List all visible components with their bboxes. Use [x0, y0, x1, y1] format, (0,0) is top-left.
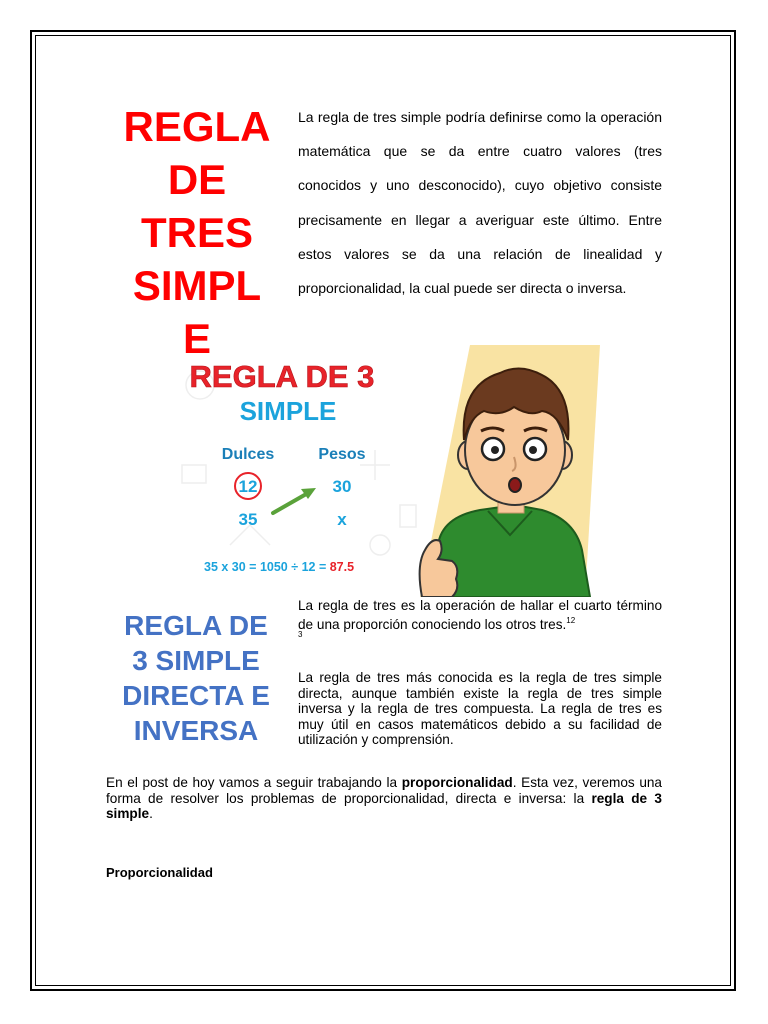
footnote-ref-2: 3	[298, 630, 303, 639]
definition-paragraph	[298, 598, 662, 632]
post-bold-1: proporcionalidad	[401, 775, 513, 790]
section-heading: Proporcionalidad	[106, 865, 213, 880]
left-pupil	[491, 446, 499, 454]
subtitle-line: 3 SIMPLE	[132, 645, 260, 676]
main-title-line: TRES	[140, 209, 253, 256]
value-12: 12	[238, 477, 258, 496]
subtitle	[110, 608, 282, 748]
main-title-line: E	[182, 315, 211, 362]
main-title	[112, 100, 282, 365]
footnote-ref: 12	[566, 616, 576, 625]
illustration-svg	[170, 345, 600, 597]
pesos-label: Pesos	[318, 446, 366, 463]
subtitle-line: REGLA DE	[124, 610, 268, 641]
illustration-subtitle: SIMPLE	[239, 396, 337, 426]
post-text-3: .	[149, 806, 153, 821]
equation	[204, 560, 354, 574]
mouth	[509, 478, 521, 492]
main-title-line: DE	[167, 156, 227, 203]
intro-paragraph: La regla de tres simple podría definirse como la operación matemática que se da entre cuatro valores (tres conocidos y uno desconocido), cuyo objetivo consiste precisamente en llegar a averiguar este último. Entre estos valores se da una relación de linealidad y proporcionalidad, la cual puede ser directa o inversa.	[298, 109, 662, 297]
types-paragraph: La regla de tres más conocida es la regla de tres simple directa, aunque también existe la regla de tres simple inversa y la regla de tres compuesta. La regla de tres es muy útil en casos matemáticos debido a su facilidad de utilización y comprensión.	[298, 670, 662, 747]
post-paragraph	[106, 775, 662, 822]
subtitle-line: DIRECTA E	[122, 680, 270, 711]
equation-result: 87.5	[329, 560, 355, 574]
value-x: x	[337, 510, 347, 529]
right-pupil	[529, 446, 537, 454]
post-text-2: . Esta vez, veremos una forma de resolver los problemas de proporcionalidad, directa e inversa: la	[106, 775, 662, 806]
illustration-title: REGLA DE 3	[189, 359, 375, 394]
main-title-line: SIMPL	[132, 262, 262, 309]
value-30: 30	[332, 477, 352, 496]
dulces-label: Dulces	[221, 446, 275, 463]
illustration-regla-de-3	[170, 345, 600, 597]
subtitle-line: INVERSA	[133, 715, 259, 746]
arrow-icon	[273, 488, 316, 513]
main-title-line: REGLA	[123, 103, 271, 150]
equation-main: 35 x 30 = 1050 ÷ 12 =	[204, 560, 330, 574]
post-bold-2: regla de 3 simple	[106, 790, 662, 821]
value-35: 35	[238, 510, 258, 529]
post-text-1: En el post de hoy vamos a seguir trabajando la	[106, 775, 402, 790]
definition-text: La regla de tres es la operación de hallar el cuarto término de una proporción conociendo los otros tres.	[298, 598, 662, 632]
